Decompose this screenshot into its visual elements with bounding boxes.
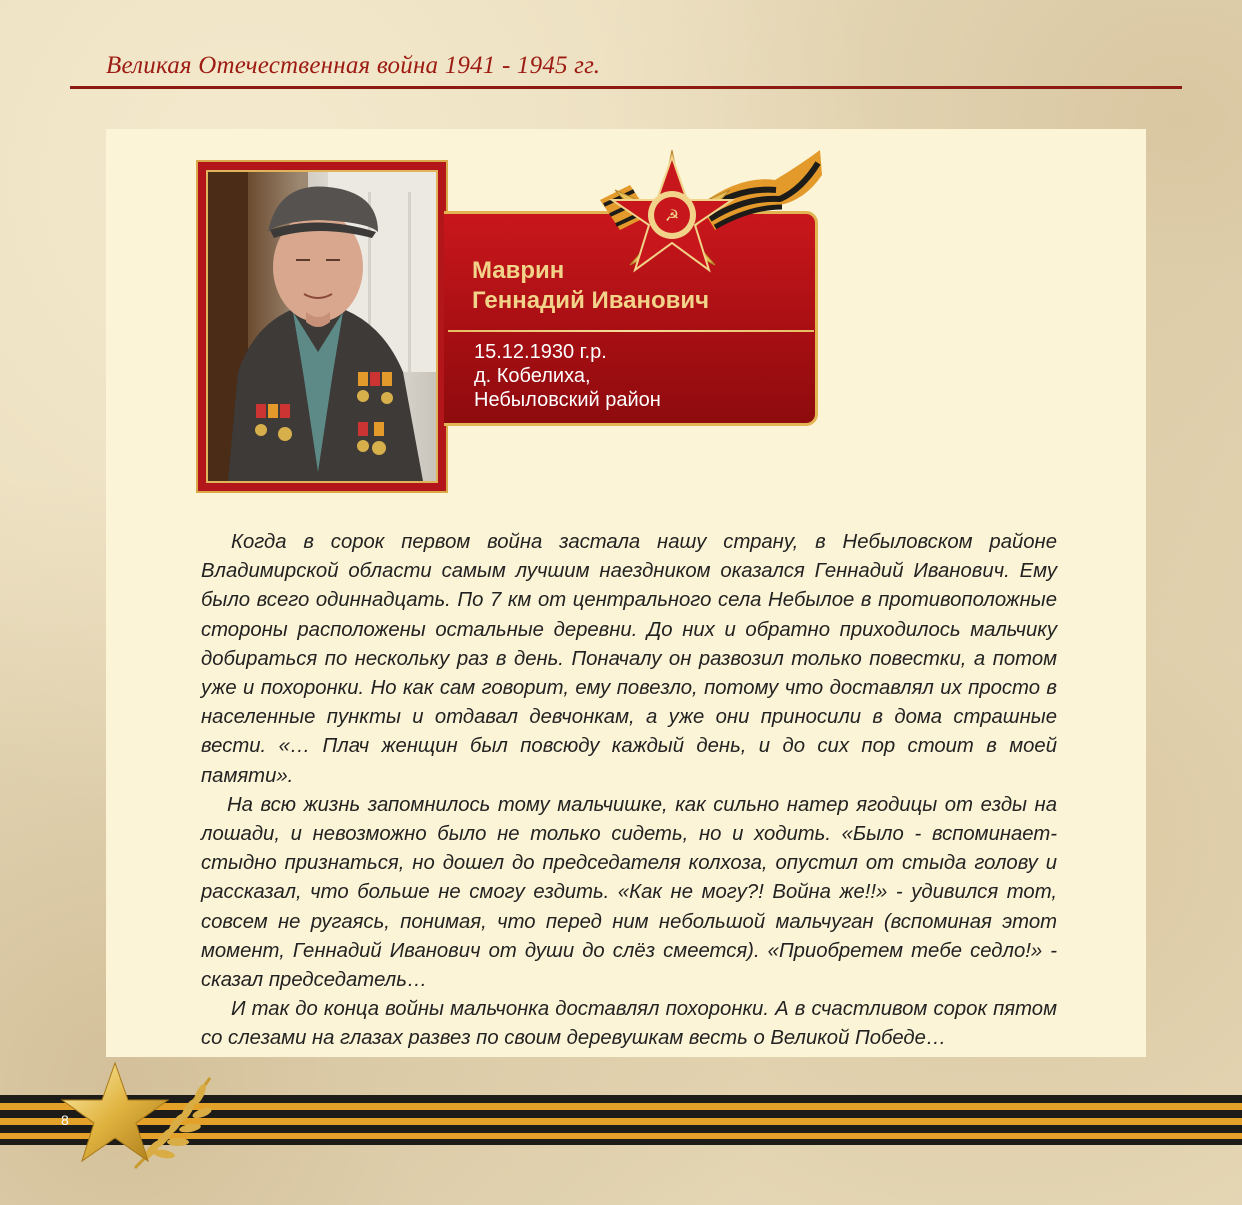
story-paragraph: И так до конца войны мальчонка доставлял похоронки. А в счастливом сорок пятом со слезами на глазах развез по своим деревушкам весть о Великой Победе…	[201, 998, 1057, 1050]
gold-star-laurel-icon	[60, 1058, 220, 1178]
page-number: 8	[61, 1112, 69, 1128]
person-given-names: Геннадий Иванович	[472, 287, 710, 314]
story-paragraph: Когда в сорок первом война застала нашу страну, в Небыловском районе Владимирской области самым лучшим наездником оказался Геннадий Иванович. Ему было всего одиннадцать. По 7 км от центрального села Небылое в противоположные стороны расположены остальные деревни. До них и обратно приходилось мальчику добираться по нескольку раз в день. Поначалу он развозил только повестки, а потом уже и похоронки. Но как сам говорит, ему повезло, потому что доставлял их просто в населенные пункты и отдавал девчонкам, а уже они приносили в дома страшные вести. «… Плач женщин был повсюду каждый день, и до сих пор стоит в моей памяти».	[201, 531, 1057, 787]
portrait-frame	[196, 160, 448, 493]
page-header-title: Великая Отечественная война 1941 - 1945 гг.	[106, 52, 601, 79]
header-divider	[70, 86, 1182, 89]
svg-text:☭: ☭	[664, 206, 680, 225]
birthplace-village: д. Кобелиха,	[474, 365, 591, 387]
name-plate-divider	[448, 330, 814, 332]
birth-date: 15.12.1930 г.р.	[474, 341, 607, 363]
birthplace-district: Небыловский район	[474, 389, 661, 411]
person-surname: Маврин	[472, 257, 565, 284]
person-details	[474, 340, 661, 412]
story-paragraph: На всю жизнь запомнилось тому мальчишке, как сильно натер ягодицы от езды на лошади, и невозможно было не только сидеть, но и ходить. «Было - вспоминает- стыдно признаться, но дошел до председателя колхоза, опустил от стыда голову и рассказал, что больше не смогу ездить. «Как не могу?! Война же!!» - удивился тот, совсем не ругаясь, понимая, что перед ним небольшой мальчуган (вспоминая этот момент, Геннадий Иванович от души до слёз смеется). «Приобретем тебе седло!» - сказал председатель…	[201, 793, 1057, 992]
story-text	[201, 528, 1057, 1054]
order-of-patriotic-war-icon	[590, 145, 825, 290]
veteran-portrait-icon	[206, 170, 438, 483]
